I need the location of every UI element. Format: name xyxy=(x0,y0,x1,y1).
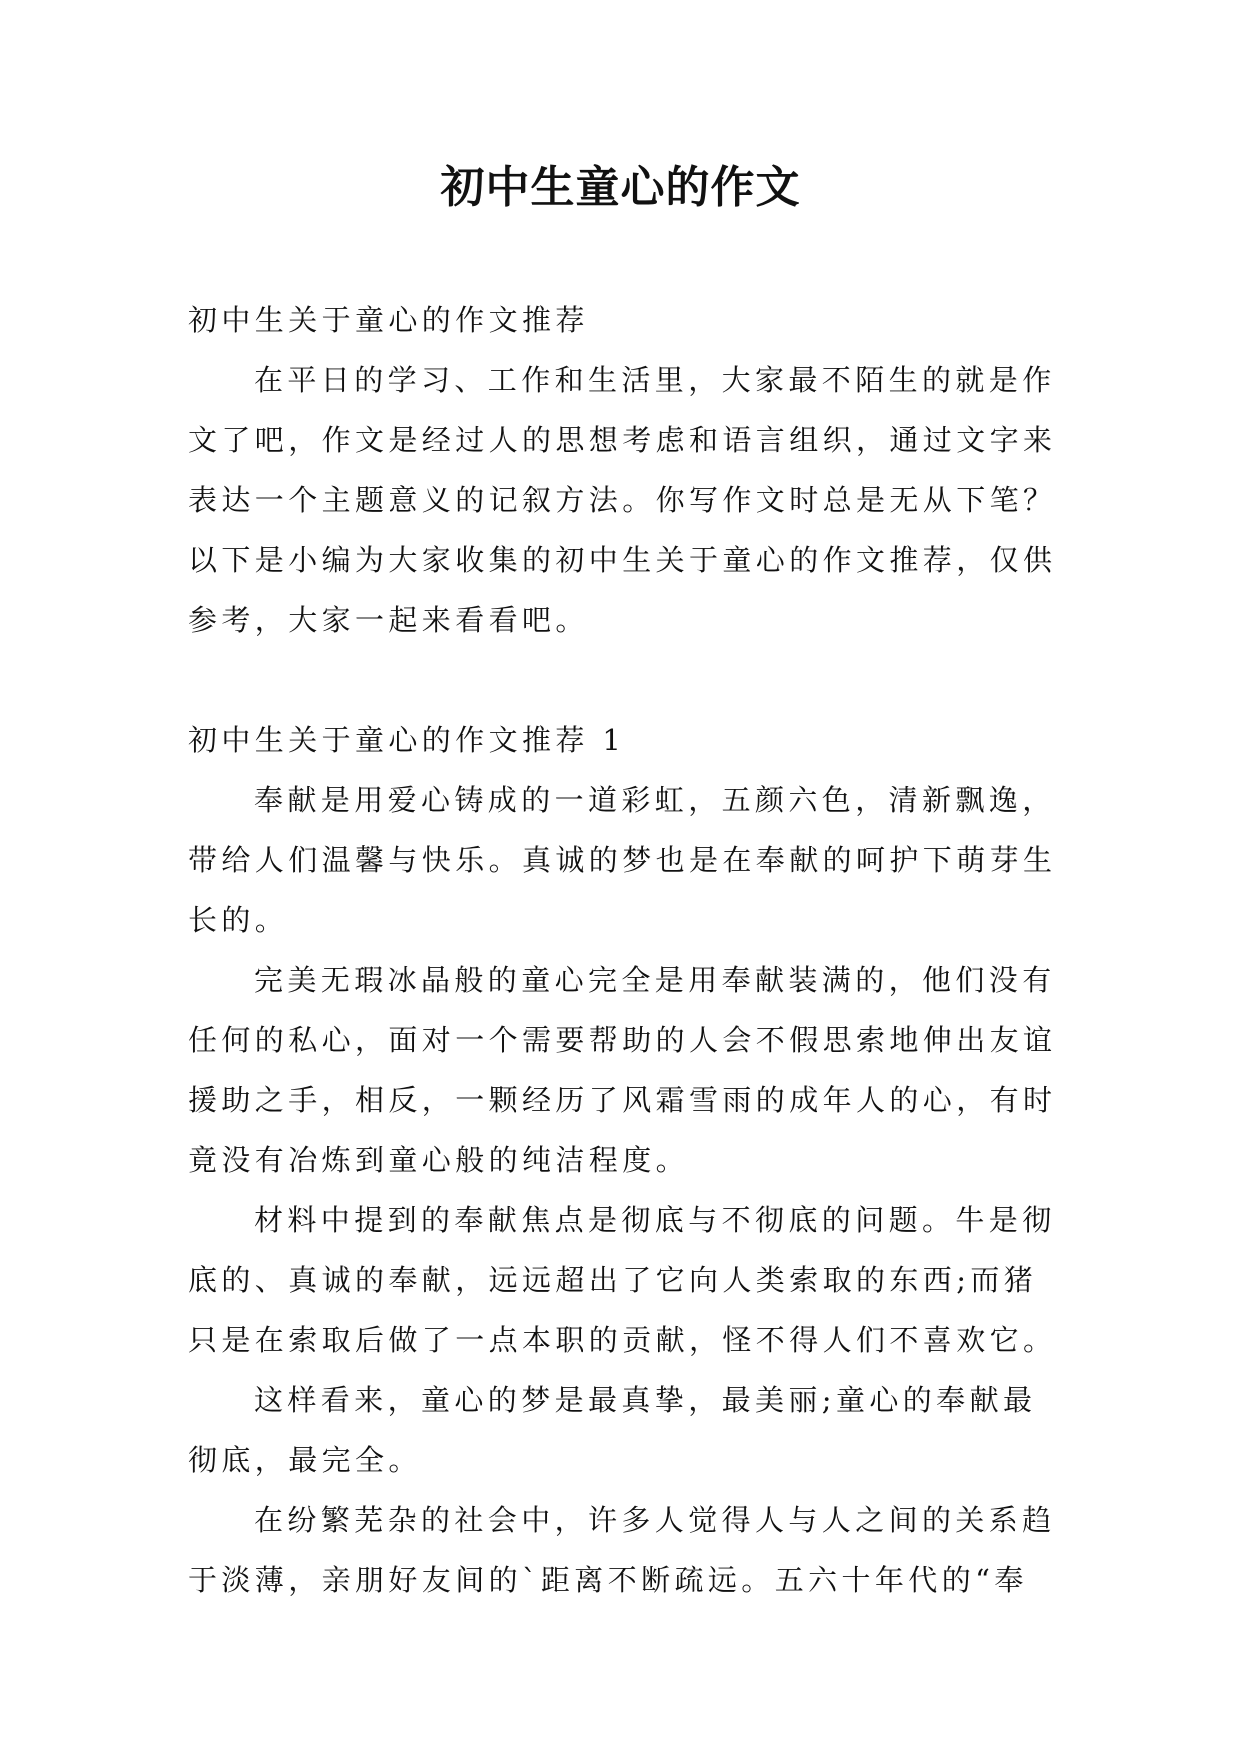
paragraph-line: 援助之手，相反，一颗经历了风霜雪雨的成年人的心，有时 xyxy=(188,1083,1057,1117)
paragraph-line: 带给人们温馨与快乐。真诚的梦也是在奉献的呵护下萌芽生 xyxy=(188,843,1057,877)
paragraph-line: 竟没有冶炼到童心般的纯洁程度。 xyxy=(188,1143,690,1177)
section-heading: 初中生关于童心的作文推荐 xyxy=(188,303,589,337)
paragraph-line: 彻底，最完全。 xyxy=(188,1443,422,1477)
paragraph-line: 只是在索取后做了一点本职的贡献，怪不得人们不喜欢它。 xyxy=(188,1323,1057,1357)
paragraph-line: 表达一个主题意义的记叙方法。你写作文时总是无从下笔？ xyxy=(188,483,1057,517)
paragraph-line: 长的。 xyxy=(188,903,289,937)
paragraph-line: 在纷繁芜杂的社会中，许多人觉得人与人之间的关系趋 xyxy=(254,1503,1056,1537)
paragraph-line: 奉献是用爱心铸成的一道彩虹，五颜六色，清新飘逸， xyxy=(254,783,1056,817)
paragraph-line: 参考，大家一起来看看吧。 xyxy=(188,603,589,637)
paragraph-line: 完美无瑕冰晶般的童心完全是用奉献装满的，他们没有 xyxy=(254,963,1056,997)
document-body xyxy=(188,290,1068,1610)
section-heading: 初中生关于童心的作文推荐 1 xyxy=(188,723,626,757)
paragraph-line: 材料中提到的奉献焦点是彻底与不彻底的问题。牛是彻 xyxy=(254,1203,1056,1237)
paragraph-line: 以下是小编为大家收集的初中生关于童心的作文推荐，仅供 xyxy=(188,543,1057,577)
paragraph-line: 在平日的学习、工作和生活里，大家最不陌生的就是作 xyxy=(254,363,1056,397)
document-title: 初中生童心的作文 xyxy=(440,162,801,213)
paragraph-line: 文了吧，作文是经过人的思想考虑和语言组织，通过文字来 xyxy=(188,423,1057,457)
paragraph-line: 底的、真诚的奉献，远远超出了它向人类索取的东西;而猪 xyxy=(188,1263,1038,1297)
paragraph-line: 于淡薄，亲朋好友间的`距离不断疏远。五六十年代的“奉 xyxy=(188,1563,1028,1597)
paragraph-line: 任何的私心，面对一个需要帮助的人会不假思索地伸出友谊 xyxy=(188,1023,1057,1057)
section-gap xyxy=(188,650,1068,710)
paragraph-line: 这样看来，童心的梦是最真挚，最美丽;童心的奉献最 xyxy=(254,1383,1037,1417)
